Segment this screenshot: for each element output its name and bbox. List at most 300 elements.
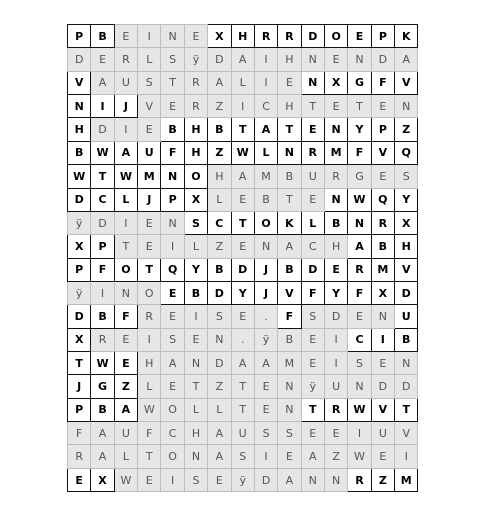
letter-cell[interactable]: P <box>161 188 184 211</box>
letter-cell[interactable]: E <box>208 468 231 491</box>
letter-cell[interactable]: O <box>324 25 347 48</box>
letter-cell[interactable]: P <box>68 258 91 281</box>
letter-cell[interactable]: X <box>68 235 91 258</box>
letter-cell[interactable]: O <box>184 165 207 188</box>
letter-cell[interactable]: S <box>161 48 184 71</box>
letter-cell[interactable]: E <box>91 48 114 71</box>
letter-cell[interactable]: A <box>161 352 184 375</box>
letter-cell[interactable]: Y <box>231 281 254 304</box>
letter-cell[interactable]: E <box>324 48 347 71</box>
letter-cell[interactable]: E <box>231 188 254 211</box>
letter-cell[interactable]: A <box>208 422 231 445</box>
letter-cell[interactable]: T <box>278 188 301 211</box>
letter-cell[interactable]: B <box>395 328 418 351</box>
letter-cell[interactable]: N <box>371 305 394 328</box>
letter-cell[interactable]: T <box>278 118 301 141</box>
letter-cell[interactable]: X <box>91 468 114 491</box>
letter-cell[interactable]: N <box>278 375 301 398</box>
letter-cell[interactable]: K <box>395 25 418 48</box>
letter-cell[interactable]: H <box>184 422 207 445</box>
letter-cell[interactable]: ÿ <box>231 468 254 491</box>
letter-cell[interactable]: P <box>371 25 394 48</box>
letter-cell[interactable]: I <box>371 328 394 351</box>
letter-cell[interactable]: M <box>371 258 394 281</box>
letter-cell[interactable]: F <box>161 141 184 164</box>
letter-cell[interactable]: N <box>278 398 301 421</box>
letter-cell[interactable]: U <box>371 422 394 445</box>
letter-cell[interactable]: R <box>324 165 347 188</box>
letter-cell[interactable]: Y <box>348 118 371 141</box>
letter-cell[interactable]: S <box>348 352 371 375</box>
letter-cell[interactable]: T <box>68 352 91 375</box>
letter-cell[interactable]: E <box>254 375 277 398</box>
letter-cell[interactable]: S <box>138 71 161 94</box>
letter-cell[interactable]: A <box>231 352 254 375</box>
letter-cell[interactable]: A <box>231 165 254 188</box>
letter-cell[interactable]: E <box>301 328 324 351</box>
letter-cell[interactable]: R <box>184 71 207 94</box>
letter-cell[interactable]: G <box>348 71 371 94</box>
letter-cell[interactable]: L <box>208 398 231 421</box>
letter-cell[interactable]: E <box>301 188 324 211</box>
letter-cell[interactable]: N <box>348 48 371 71</box>
letter-cell[interactable]: W <box>114 468 137 491</box>
letter-cell[interactable]: H <box>324 235 347 258</box>
letter-cell[interactable]: R <box>254 25 277 48</box>
letter-cell[interactable]: D <box>395 375 418 398</box>
letter-cell[interactable]: A <box>231 48 254 71</box>
letter-cell[interactable]: P <box>68 398 91 421</box>
letter-cell[interactable]: I <box>324 352 347 375</box>
letter-cell[interactable]: Y <box>395 188 418 211</box>
letter-cell[interactable]: I <box>184 305 207 328</box>
letter-cell[interactable]: E <box>371 165 394 188</box>
letter-cell[interactable]: B <box>91 25 114 48</box>
letter-cell[interactable]: T <box>91 165 114 188</box>
letter-cell[interactable]: Z <box>114 375 137 398</box>
letter-cell[interactable]: E <box>301 422 324 445</box>
letter-cell[interactable]: ÿ <box>68 211 91 234</box>
letter-cell[interactable]: M <box>278 352 301 375</box>
letter-cell[interactable]: M <box>254 165 277 188</box>
letter-cell[interactable]: H <box>231 25 254 48</box>
letter-cell[interactable]: A <box>208 71 231 94</box>
letter-cell[interactable]: A <box>114 141 137 164</box>
letter-cell[interactable]: S <box>161 328 184 351</box>
letter-cell[interactable]: H <box>138 352 161 375</box>
letter-cell[interactable]: C <box>301 235 324 258</box>
letter-cell[interactable]: N <box>324 118 347 141</box>
letter-cell[interactable]: C <box>91 188 114 211</box>
letter-cell[interactable]: F <box>138 422 161 445</box>
letter-cell[interactable]: E <box>348 25 371 48</box>
letter-cell[interactable]: Z <box>208 95 231 118</box>
letter-cell[interactable]: F <box>114 305 137 328</box>
letter-cell[interactable]: Z <box>208 235 231 258</box>
letter-cell[interactable]: E <box>371 95 394 118</box>
letter-cell[interactable]: L <box>114 445 137 468</box>
letter-cell[interactable]: A <box>301 445 324 468</box>
letter-cell[interactable]: L <box>184 398 207 421</box>
letter-cell[interactable]: I <box>348 422 371 445</box>
letter-cell[interactable]: Z <box>324 445 347 468</box>
letter-cell[interactable]: E <box>161 305 184 328</box>
letter-cell[interactable]: I <box>138 328 161 351</box>
letter-cell[interactable]: B <box>371 235 394 258</box>
letter-cell[interactable]: W <box>91 352 114 375</box>
letter-cell[interactable]: I <box>114 211 137 234</box>
letter-cell[interactable]: T <box>138 258 161 281</box>
letter-cell[interactable]: E <box>278 71 301 94</box>
letter-cell[interactable]: O <box>161 445 184 468</box>
letter-cell[interactable]: M <box>324 141 347 164</box>
letter-cell[interactable]: Q <box>371 188 394 211</box>
letter-cell[interactable]: D <box>231 258 254 281</box>
letter-cell[interactable]: F <box>348 141 371 164</box>
letter-cell[interactable]: V <box>395 422 418 445</box>
letter-cell[interactable]: T <box>231 211 254 234</box>
letter-cell[interactable]: F <box>278 305 301 328</box>
letter-cell[interactable]: W <box>348 188 371 211</box>
letter-cell[interactable]: B <box>278 328 301 351</box>
letter-cell[interactable]: T <box>138 445 161 468</box>
letter-cell[interactable]: D <box>208 48 231 71</box>
letter-cell[interactable]: L <box>184 235 207 258</box>
letter-cell[interactable]: J <box>114 95 137 118</box>
letter-cell[interactable]: E <box>371 352 394 375</box>
letter-cell[interactable]: X <box>395 211 418 234</box>
letter-cell[interactable]: L <box>301 211 324 234</box>
letter-cell[interactable]: . <box>254 305 277 328</box>
letter-cell[interactable]: A <box>278 235 301 258</box>
letter-cell[interactable]: E <box>231 235 254 258</box>
letter-cell[interactable]: J <box>68 375 91 398</box>
letter-cell[interactable]: S <box>208 305 231 328</box>
letter-cell[interactable]: A <box>114 398 137 421</box>
letter-cell[interactable]: E <box>184 25 207 48</box>
letter-cell[interactable]: ÿ <box>184 48 207 71</box>
letter-cell[interactable]: E <box>278 445 301 468</box>
letter-cell[interactable]: ÿ <box>301 375 324 398</box>
letter-cell[interactable]: Z <box>371 468 394 491</box>
letter-cell[interactable]: A <box>254 118 277 141</box>
letter-cell[interactable]: E <box>161 375 184 398</box>
letter-cell[interactable]: B <box>208 118 231 141</box>
letter-cell[interactable]: R <box>138 305 161 328</box>
letter-cell[interactable]: B <box>278 165 301 188</box>
letter-cell[interactable]: R <box>68 445 91 468</box>
letter-cell[interactable]: U <box>395 305 418 328</box>
letter-cell[interactable]: B <box>324 211 347 234</box>
letter-cell[interactable]: H <box>395 235 418 258</box>
letter-cell[interactable]: L <box>254 141 277 164</box>
letter-cell[interactable]: L <box>138 375 161 398</box>
letter-cell[interactable]: E <box>114 25 137 48</box>
letter-cell[interactable]: E <box>231 305 254 328</box>
letter-cell[interactable]: R <box>301 141 324 164</box>
letter-cell[interactable]: E <box>161 95 184 118</box>
letter-cell[interactable]: Q <box>161 258 184 281</box>
letter-cell[interactable]: Q <box>395 141 418 164</box>
letter-cell[interactable]: N <box>161 165 184 188</box>
letter-cell[interactable]: X <box>184 188 207 211</box>
letter-cell[interactable]: P <box>371 118 394 141</box>
letter-cell[interactable]: N <box>184 445 207 468</box>
letter-cell[interactable]: F <box>68 422 91 445</box>
letter-cell[interactable]: V <box>278 281 301 304</box>
letter-cell[interactable]: R <box>91 328 114 351</box>
letter-cell[interactable]: D <box>395 281 418 304</box>
letter-cell[interactable]: B <box>91 305 114 328</box>
letter-cell[interactable]: B <box>184 281 207 304</box>
letter-cell[interactable]: E <box>138 468 161 491</box>
letter-cell[interactable]: D <box>371 375 394 398</box>
letter-cell[interactable]: S <box>184 468 207 491</box>
letter-cell[interactable]: F <box>91 258 114 281</box>
letter-cell[interactable]: V <box>371 398 394 421</box>
letter-cell[interactable]: ÿ <box>254 328 277 351</box>
letter-cell[interactable]: R <box>184 95 207 118</box>
letter-cell[interactable]: B <box>278 258 301 281</box>
letter-cell[interactable]: N <box>68 95 91 118</box>
letter-cell[interactable]: Y <box>184 258 207 281</box>
letter-cell[interactable]: R <box>371 211 394 234</box>
letter-cell[interactable]: E <box>324 422 347 445</box>
letter-cell[interactable]: F <box>371 71 394 94</box>
letter-cell[interactable]: B <box>161 118 184 141</box>
letter-cell[interactable]: S <box>184 211 207 234</box>
letter-cell[interactable]: W <box>114 165 137 188</box>
letter-cell[interactable]: A <box>278 468 301 491</box>
letter-cell[interactable]: N <box>278 141 301 164</box>
letter-cell[interactable]: D <box>68 305 91 328</box>
letter-cell[interactable]: T <box>395 398 418 421</box>
letter-cell[interactable]: E <box>138 118 161 141</box>
letter-cell[interactable]: V <box>138 95 161 118</box>
letter-cell[interactable]: T <box>114 235 137 258</box>
letter-cell[interactable]: I <box>254 48 277 71</box>
letter-cell[interactable]: D <box>68 48 91 71</box>
letter-cell[interactable]: R <box>278 25 301 48</box>
letter-cell[interactable]: S <box>231 445 254 468</box>
letter-cell[interactable]: S <box>395 165 418 188</box>
letter-cell[interactable]: B <box>254 188 277 211</box>
letter-cell[interactable]: S <box>254 422 277 445</box>
letter-cell[interactable]: A <box>395 48 418 71</box>
letter-cell[interactable]: T <box>184 375 207 398</box>
letter-cell[interactable]: D <box>91 118 114 141</box>
letter-cell[interactable]: H <box>208 165 231 188</box>
letter-cell[interactable]: E <box>254 398 277 421</box>
letter-cell[interactable]: U <box>138 141 161 164</box>
letter-cell[interactable]: E <box>301 118 324 141</box>
letter-cell[interactable]: E <box>371 445 394 468</box>
letter-cell[interactable]: B <box>208 258 231 281</box>
letter-cell[interactable]: H <box>278 48 301 71</box>
letter-cell[interactable]: N <box>348 211 371 234</box>
letter-cell[interactable]: Z <box>395 118 418 141</box>
letter-cell[interactable]: W <box>68 165 91 188</box>
letter-cell[interactable]: W <box>91 141 114 164</box>
letter-cell[interactable]: R <box>348 258 371 281</box>
letter-cell[interactable]: I <box>254 445 277 468</box>
letter-cell[interactable]: U <box>231 422 254 445</box>
letter-cell[interactable]: C <box>208 211 231 234</box>
letter-cell[interactable]: T <box>161 71 184 94</box>
letter-cell[interactable]: N <box>161 211 184 234</box>
letter-cell[interactable]: U <box>301 165 324 188</box>
letter-cell[interactable]: T <box>231 118 254 141</box>
letter-cell[interactable]: D <box>91 211 114 234</box>
letter-cell[interactable]: J <box>254 281 277 304</box>
letter-cell[interactable]: N <box>184 352 207 375</box>
letter-cell[interactable]: D <box>301 25 324 48</box>
letter-cell[interactable]: F <box>348 281 371 304</box>
letter-cell[interactable]: E <box>138 211 161 234</box>
letter-cell[interactable]: Z <box>208 375 231 398</box>
letter-cell[interactable]: A <box>254 352 277 375</box>
letter-cell[interactable]: D <box>301 258 324 281</box>
letter-cell[interactable]: A <box>91 71 114 94</box>
letter-cell[interactable]: R <box>324 398 347 421</box>
letter-cell[interactable]: I <box>138 25 161 48</box>
letter-cell[interactable]: . <box>231 328 254 351</box>
letter-cell[interactable]: I <box>91 95 114 118</box>
letter-cell[interactable]: D <box>208 352 231 375</box>
letter-cell[interactable]: N <box>208 328 231 351</box>
letter-cell[interactable]: U <box>324 375 347 398</box>
letter-cell[interactable]: E <box>324 95 347 118</box>
letter-cell[interactable]: N <box>301 48 324 71</box>
letter-cell[interactable]: I <box>161 235 184 258</box>
letter-cell[interactable]: V <box>395 71 418 94</box>
letter-cell[interactable]: P <box>68 25 91 48</box>
letter-cell[interactable]: A <box>91 445 114 468</box>
letter-cell[interactable]: E <box>184 328 207 351</box>
letter-cell[interactable]: H <box>184 141 207 164</box>
letter-cell[interactable]: N <box>161 25 184 48</box>
letter-cell[interactable]: W <box>348 398 371 421</box>
letter-cell[interactable]: I <box>114 118 137 141</box>
letter-cell[interactable]: J <box>254 258 277 281</box>
letter-cell[interactable]: V <box>395 258 418 281</box>
letter-cell[interactable]: C <box>348 328 371 351</box>
letter-cell[interactable]: D <box>208 281 231 304</box>
letter-cell[interactable]: ÿ <box>68 281 91 304</box>
letter-cell[interactable]: H <box>68 118 91 141</box>
letter-cell[interactable]: E <box>68 468 91 491</box>
letter-cell[interactable]: E <box>138 235 161 258</box>
letter-cell[interactable]: T <box>348 95 371 118</box>
letter-cell[interactable]: I <box>324 328 347 351</box>
letter-cell[interactable]: Z <box>208 141 231 164</box>
letter-cell[interactable]: I <box>161 468 184 491</box>
letter-cell[interactable]: X <box>208 25 231 48</box>
letter-cell[interactable]: I <box>395 445 418 468</box>
letter-cell[interactable]: P <box>91 235 114 258</box>
letter-cell[interactable]: N <box>395 95 418 118</box>
letter-cell[interactable]: T <box>231 398 254 421</box>
letter-cell[interactable]: S <box>301 305 324 328</box>
letter-cell[interactable]: M <box>395 468 418 491</box>
letter-cell[interactable]: F <box>301 281 324 304</box>
letter-cell[interactable]: X <box>324 71 347 94</box>
letter-cell[interactable]: E <box>324 258 347 281</box>
letter-cell[interactable]: E <box>114 328 137 351</box>
letter-cell[interactable]: N <box>324 188 347 211</box>
letter-cell[interactable]: B <box>91 398 114 421</box>
letter-cell[interactable]: N <box>254 235 277 258</box>
letter-cell[interactable]: O <box>254 211 277 234</box>
letter-cell[interactable]: R <box>114 48 137 71</box>
letter-cell[interactable]: O <box>138 281 161 304</box>
letter-cell[interactable]: E <box>114 352 137 375</box>
letter-cell[interactable]: D <box>371 48 394 71</box>
letter-cell[interactable]: I <box>91 281 114 304</box>
letter-cell[interactable]: C <box>254 95 277 118</box>
letter-cell[interactable]: A <box>348 235 371 258</box>
letter-cell[interactable]: T <box>301 398 324 421</box>
letter-cell[interactable]: C <box>161 422 184 445</box>
letter-cell[interactable]: J <box>138 188 161 211</box>
letter-cell[interactable]: G <box>91 375 114 398</box>
letter-cell[interactable]: S <box>278 422 301 445</box>
letter-cell[interactable]: W <box>348 445 371 468</box>
letter-cell[interactable]: I <box>254 71 277 94</box>
letter-cell[interactable]: M <box>138 165 161 188</box>
letter-cell[interactable]: O <box>161 398 184 421</box>
letter-cell[interactable]: L <box>138 48 161 71</box>
letter-cell[interactable]: X <box>371 281 394 304</box>
letter-cell[interactable]: V <box>68 71 91 94</box>
letter-cell[interactable]: O <box>114 258 137 281</box>
letter-cell[interactable]: N <box>324 468 347 491</box>
letter-cell[interactable]: K <box>278 211 301 234</box>
letter-cell[interactable]: W <box>138 398 161 421</box>
letter-cell[interactable]: N <box>395 352 418 375</box>
letter-cell[interactable]: H <box>278 95 301 118</box>
letter-cell[interactable]: N <box>348 375 371 398</box>
letter-cell[interactable]: A <box>208 445 231 468</box>
letter-cell[interactable]: E <box>348 305 371 328</box>
letter-cell[interactable]: N <box>301 468 324 491</box>
letter-cell[interactable]: I <box>231 95 254 118</box>
letter-cell[interactable]: E <box>301 352 324 375</box>
letter-cell[interactable]: H <box>184 118 207 141</box>
letter-cell[interactable]: L <box>208 188 231 211</box>
letter-cell[interactable]: X <box>68 328 91 351</box>
letter-cell[interactable]: E <box>161 281 184 304</box>
letter-cell[interactable]: D <box>68 188 91 211</box>
letter-cell[interactable]: N <box>301 71 324 94</box>
letter-cell[interactable]: G <box>348 165 371 188</box>
letter-cell[interactable]: T <box>231 375 254 398</box>
letter-cell[interactable]: Y <box>324 281 347 304</box>
letter-cell[interactable]: V <box>371 141 394 164</box>
letter-cell[interactable]: B <box>68 141 91 164</box>
letter-cell[interactable]: U <box>114 422 137 445</box>
letter-cell[interactable]: T <box>301 95 324 118</box>
letter-cell[interactable]: D <box>254 468 277 491</box>
letter-cell[interactable]: N <box>114 281 137 304</box>
letter-cell[interactable]: D <box>324 305 347 328</box>
letter-cell[interactable]: U <box>114 71 137 94</box>
letter-cell[interactable]: R <box>348 468 371 491</box>
letter-cell[interactable]: W <box>231 141 254 164</box>
letter-cell[interactable]: L <box>231 71 254 94</box>
letter-cell[interactable]: A <box>91 422 114 445</box>
letter-cell[interactable]: L <box>114 188 137 211</box>
